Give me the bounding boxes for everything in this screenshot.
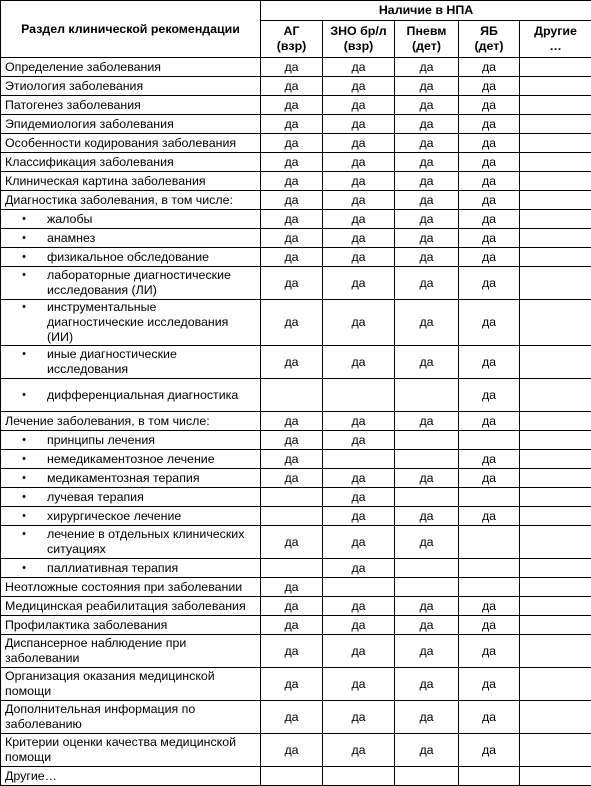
value-cell: да <box>261 96 323 115</box>
value-cell: да <box>261 616 323 635</box>
row-label: Диспансерное наблюдение при заболевании <box>5 636 186 665</box>
row-label-cell <box>1 668 261 701</box>
value-cell: да <box>459 134 520 153</box>
bullet-marker: • <box>1 561 47 576</box>
table-row <box>1 635 591 668</box>
pnevm-column-header <box>395 21 459 58</box>
npa-group-header: Наличие в НПА <box>261 1 591 21</box>
value-cell <box>520 597 591 616</box>
value-cell: да <box>323 597 395 616</box>
value-cell: да <box>459 469 520 488</box>
value-cell: да <box>323 507 395 526</box>
column-header-line: ЗНО бр/л <box>327 24 390 39</box>
value-cell <box>520 300 591 346</box>
row-label: Лечение заболевания, в том числе: <box>5 414 210 428</box>
value-cell: да <box>261 469 323 488</box>
table-row <box>1 153 591 172</box>
value-cell: да <box>323 701 395 734</box>
value-cell <box>520 635 591 668</box>
row-label: лабораторные диагностические исследования (ЛИ) <box>47 268 256 298</box>
value-cell <box>261 507 323 526</box>
row-label: паллиативная терапия <box>47 561 256 576</box>
table-row <box>1 267 591 300</box>
value-cell: да <box>323 526 395 559</box>
row-label-cell <box>1 267 261 300</box>
value-cell: да <box>261 346 323 379</box>
value-cell: да <box>459 734 520 767</box>
value-cell: да <box>459 115 520 134</box>
value-cell: да <box>323 229 395 248</box>
column-header-line: Другие <box>524 24 587 39</box>
row-label: Организация оказания медицинской помощи <box>5 669 215 698</box>
row-label: Критерии оценки качества медицинской помощи <box>5 735 236 764</box>
value-cell <box>520 469 591 488</box>
value-cell <box>520 77 591 96</box>
value-cell: да <box>395 412 459 431</box>
column-header-line: (взр) <box>265 39 318 54</box>
table-row <box>1 412 591 431</box>
value-cell: да <box>459 597 520 616</box>
table-row <box>1 346 591 379</box>
value-cell: да <box>261 58 323 77</box>
table-row <box>1 668 591 701</box>
column-header-line: АГ <box>265 24 318 39</box>
value-cell: да <box>261 450 323 469</box>
value-cell: да <box>261 77 323 96</box>
value-cell <box>520 412 591 431</box>
row-label-cell <box>1 469 261 488</box>
value-cell: да <box>459 229 520 248</box>
value-cell: да <box>323 134 395 153</box>
value-cell: да <box>323 300 395 346</box>
column-header-line: … <box>524 39 587 54</box>
value-cell: да <box>395 229 459 248</box>
value-cell <box>520 115 591 134</box>
bullet-marker: • <box>1 212 47 227</box>
row-label-cell <box>1 96 261 115</box>
row-label: Особенности кодирования заболевания <box>5 136 236 150</box>
value-cell: да <box>323 412 395 431</box>
row-label-cell <box>1 300 261 346</box>
value-cell <box>459 767 520 786</box>
value-cell: да <box>459 248 520 267</box>
value-cell <box>520 153 591 172</box>
value-cell: да <box>395 635 459 668</box>
value-cell: да <box>323 267 395 300</box>
value-cell <box>520 267 591 300</box>
row-label: Клиническая картина заболевания <box>5 174 206 188</box>
value-cell: да <box>261 597 323 616</box>
value-cell <box>395 578 459 597</box>
row-label-cell <box>1 431 261 450</box>
row-label-cell <box>1 115 261 134</box>
value-cell <box>520 346 591 379</box>
value-cell: да <box>395 267 459 300</box>
table-row <box>1 507 591 526</box>
value-cell: да <box>261 668 323 701</box>
value-cell <box>520 248 591 267</box>
value-cell: да <box>459 379 520 412</box>
value-cell: да <box>323 559 395 578</box>
row-label: Другие… <box>5 769 57 783</box>
row-label: анамнез <box>47 231 256 246</box>
value-cell <box>520 507 591 526</box>
value-cell <box>520 734 591 767</box>
row-label-cell <box>1 597 261 616</box>
value-cell: да <box>261 229 323 248</box>
value-cell <box>520 616 591 635</box>
value-cell: да <box>323 172 395 191</box>
value-cell <box>520 96 591 115</box>
value-cell: да <box>459 450 520 469</box>
value-cell <box>323 578 395 597</box>
row-label: Медицинская реабилитация заболевания <box>5 599 246 613</box>
value-cell <box>323 450 395 469</box>
bullet-marker: • <box>1 388 47 403</box>
column-header-line: Пневм <box>399 24 454 39</box>
table-row <box>1 488 591 507</box>
value-cell: да <box>323 734 395 767</box>
bullet-marker: • <box>1 509 47 524</box>
value-cell: да <box>323 346 395 379</box>
table-row <box>1 526 591 559</box>
value-cell: да <box>459 412 520 431</box>
table-row <box>1 300 591 346</box>
value-cell: да <box>395 153 459 172</box>
value-cell: да <box>395 58 459 77</box>
value-cell <box>323 379 395 412</box>
value-cell <box>520 526 591 559</box>
value-cell: да <box>459 635 520 668</box>
value-cell <box>520 431 591 450</box>
row-label: немедикаментозное лечение <box>47 452 256 467</box>
value-cell <box>520 578 591 597</box>
row-label-cell <box>1 450 261 469</box>
section-column-header: Раздел клинической рекомендации <box>1 1 261 58</box>
row-label: Профилактика заболевания <box>5 618 167 632</box>
row-label: инструментальные диагностические исследования (ИИ) <box>47 300 256 345</box>
table-row <box>1 77 591 96</box>
value-cell: да <box>261 635 323 668</box>
bullet-marker: • <box>1 300 47 315</box>
value-cell: да <box>395 597 459 616</box>
value-cell: да <box>459 616 520 635</box>
row-label: Неотложные состояния при заболевании <box>5 580 242 594</box>
row-label-cell <box>1 412 261 431</box>
value-cell <box>261 379 323 412</box>
value-cell: да <box>323 191 395 210</box>
value-cell: да <box>395 346 459 379</box>
value-cell: да <box>459 77 520 96</box>
value-cell <box>323 767 395 786</box>
value-cell <box>520 767 591 786</box>
value-cell <box>520 450 591 469</box>
row-label-cell <box>1 229 261 248</box>
table-row <box>1 96 591 115</box>
row-label-cell <box>1 58 261 77</box>
row-label: Классификация заболевания <box>5 155 174 169</box>
value-cell <box>520 379 591 412</box>
value-cell: да <box>323 635 395 668</box>
value-cell: да <box>395 191 459 210</box>
value-cell: да <box>323 616 395 635</box>
column-header-line: ЯБ <box>463 24 515 39</box>
row-label: дифференциальная диагностика <box>47 388 256 403</box>
value-cell: да <box>323 668 395 701</box>
value-cell: да <box>459 153 520 172</box>
table-row <box>1 210 591 229</box>
value-cell: да <box>395 96 459 115</box>
row-label: Эпидемиология заболевания <box>5 117 174 131</box>
table-row <box>1 450 591 469</box>
row-label-cell <box>1 701 261 734</box>
value-cell: да <box>323 488 395 507</box>
value-cell <box>520 701 591 734</box>
value-cell: да <box>261 734 323 767</box>
value-cell: да <box>261 172 323 191</box>
value-cell: да <box>459 300 520 346</box>
value-cell <box>520 488 591 507</box>
value-cell <box>395 379 459 412</box>
row-label: лучевая терапия <box>47 490 256 505</box>
value-cell: да <box>395 77 459 96</box>
row-label: хирургическое лечение <box>47 509 256 524</box>
value-cell: да <box>323 469 395 488</box>
value-cell: да <box>261 431 323 450</box>
table-row <box>1 229 591 248</box>
value-cell: да <box>395 526 459 559</box>
column-header-line: (дет) <box>463 39 515 54</box>
row-label-cell <box>1 616 261 635</box>
value-cell: да <box>395 616 459 635</box>
value-cell: да <box>323 431 395 450</box>
row-label: иные диагностические исследования <box>47 347 256 377</box>
value-cell: да <box>261 210 323 229</box>
value-cell: да <box>459 191 520 210</box>
value-cell: да <box>459 172 520 191</box>
table-row <box>1 191 591 210</box>
table-header <box>1 1 591 58</box>
value-cell: да <box>261 526 323 559</box>
bullet-marker: • <box>1 250 47 265</box>
column-header-line: (дет) <box>399 39 454 54</box>
value-cell <box>520 668 591 701</box>
table-row <box>1 734 591 767</box>
value-cell: да <box>395 248 459 267</box>
table-row <box>1 578 591 597</box>
value-cell: да <box>261 153 323 172</box>
value-cell: да <box>395 734 459 767</box>
table-row <box>1 134 591 153</box>
value-cell: да <box>323 153 395 172</box>
value-cell: да <box>459 507 520 526</box>
value-cell: да <box>261 701 323 734</box>
value-cell <box>395 559 459 578</box>
row-label: Этиология заболевания <box>5 79 143 93</box>
value-cell: да <box>261 578 323 597</box>
bullet-marker: • <box>1 347 47 362</box>
row-label-cell <box>1 191 261 210</box>
value-cell <box>395 767 459 786</box>
row-label-cell <box>1 172 261 191</box>
row-label-cell <box>1 346 261 379</box>
value-cell <box>459 559 520 578</box>
value-cell: да <box>395 507 459 526</box>
row-label-cell <box>1 488 261 507</box>
table-body <box>1 58 591 786</box>
table-row <box>1 469 591 488</box>
row-label: лечение в отдельных клинических ситуациях <box>47 527 256 557</box>
value-cell: да <box>261 412 323 431</box>
table-row <box>1 559 591 578</box>
row-label-cell <box>1 767 261 786</box>
bullet-marker: • <box>1 268 47 283</box>
value-cell <box>395 488 459 507</box>
bullet-marker: • <box>1 527 47 542</box>
row-label-cell <box>1 559 261 578</box>
table-row <box>1 58 591 77</box>
table-row <box>1 115 591 134</box>
value-cell: да <box>261 267 323 300</box>
row-label-cell <box>1 578 261 597</box>
value-cell <box>520 172 591 191</box>
value-cell <box>459 578 520 597</box>
row-label-cell <box>1 248 261 267</box>
value-cell <box>520 191 591 210</box>
row-label: Дополнительная информация по заболеванию <box>5 702 195 731</box>
value-cell: да <box>261 191 323 210</box>
row-label: жалобы <box>47 212 256 227</box>
row-label-cell <box>1 526 261 559</box>
table-row <box>1 767 591 786</box>
value-cell: да <box>323 58 395 77</box>
value-cell <box>459 488 520 507</box>
value-cell: да <box>459 96 520 115</box>
value-cell: да <box>459 210 520 229</box>
value-cell <box>261 767 323 786</box>
bullet-marker: • <box>1 490 47 505</box>
row-label-cell <box>1 210 261 229</box>
value-cell: да <box>395 172 459 191</box>
value-cell <box>520 58 591 77</box>
value-cell: да <box>459 267 520 300</box>
value-cell: да <box>323 96 395 115</box>
value-cell: да <box>395 134 459 153</box>
other-column-header <box>520 21 591 58</box>
value-cell: да <box>261 134 323 153</box>
value-cell: да <box>323 77 395 96</box>
row-label-cell <box>1 507 261 526</box>
value-cell: да <box>395 668 459 701</box>
value-cell: да <box>459 346 520 379</box>
bullet-marker: • <box>1 471 47 486</box>
ag-column-header <box>261 21 323 58</box>
table-row <box>1 597 591 616</box>
value-cell <box>395 431 459 450</box>
value-cell <box>520 559 591 578</box>
value-cell: да <box>261 300 323 346</box>
value-cell: да <box>323 248 395 267</box>
row-label-cell <box>1 734 261 767</box>
zno-column-header <box>323 21 395 58</box>
row-label: медикаментозная терапия <box>47 471 256 486</box>
value-cell: да <box>395 469 459 488</box>
row-label-cell <box>1 153 261 172</box>
value-cell <box>459 526 520 559</box>
column-header-line: (взр) <box>327 39 390 54</box>
value-cell <box>520 134 591 153</box>
bullet-marker: • <box>1 433 47 448</box>
value-cell <box>459 431 520 450</box>
value-cell: да <box>395 115 459 134</box>
value-cell <box>395 450 459 469</box>
value-cell <box>520 210 591 229</box>
value-cell <box>261 559 323 578</box>
row-label-cell <box>1 379 261 412</box>
value-cell: да <box>323 115 395 134</box>
value-cell <box>261 488 323 507</box>
table-row <box>1 248 591 267</box>
row-label-cell <box>1 134 261 153</box>
value-cell: да <box>459 668 520 701</box>
value-cell: да <box>261 115 323 134</box>
value-cell: да <box>459 58 520 77</box>
row-label: Диагностика заболевания, в том числе: <box>5 193 233 207</box>
table-row <box>1 379 591 412</box>
value-cell: да <box>323 210 395 229</box>
row-label: Определение заболевания <box>5 60 161 74</box>
value-cell: да <box>395 300 459 346</box>
bullet-marker: • <box>1 452 47 467</box>
table-row <box>1 701 591 734</box>
table-row <box>1 616 591 635</box>
bullet-marker: • <box>1 231 47 246</box>
table-row <box>1 172 591 191</box>
value-cell: да <box>395 210 459 229</box>
value-cell: да <box>395 701 459 734</box>
value-cell: да <box>459 701 520 734</box>
yab-column-header <box>459 21 520 58</box>
row-label: физикальное обследование <box>47 250 256 265</box>
value-cell: да <box>261 248 323 267</box>
row-label: Патогенез заболевания <box>5 98 141 112</box>
row-label: принципы лечения <box>47 433 256 448</box>
value-cell <box>520 229 591 248</box>
row-label-cell <box>1 635 261 668</box>
table-row <box>1 431 591 450</box>
row-label-cell <box>1 77 261 96</box>
